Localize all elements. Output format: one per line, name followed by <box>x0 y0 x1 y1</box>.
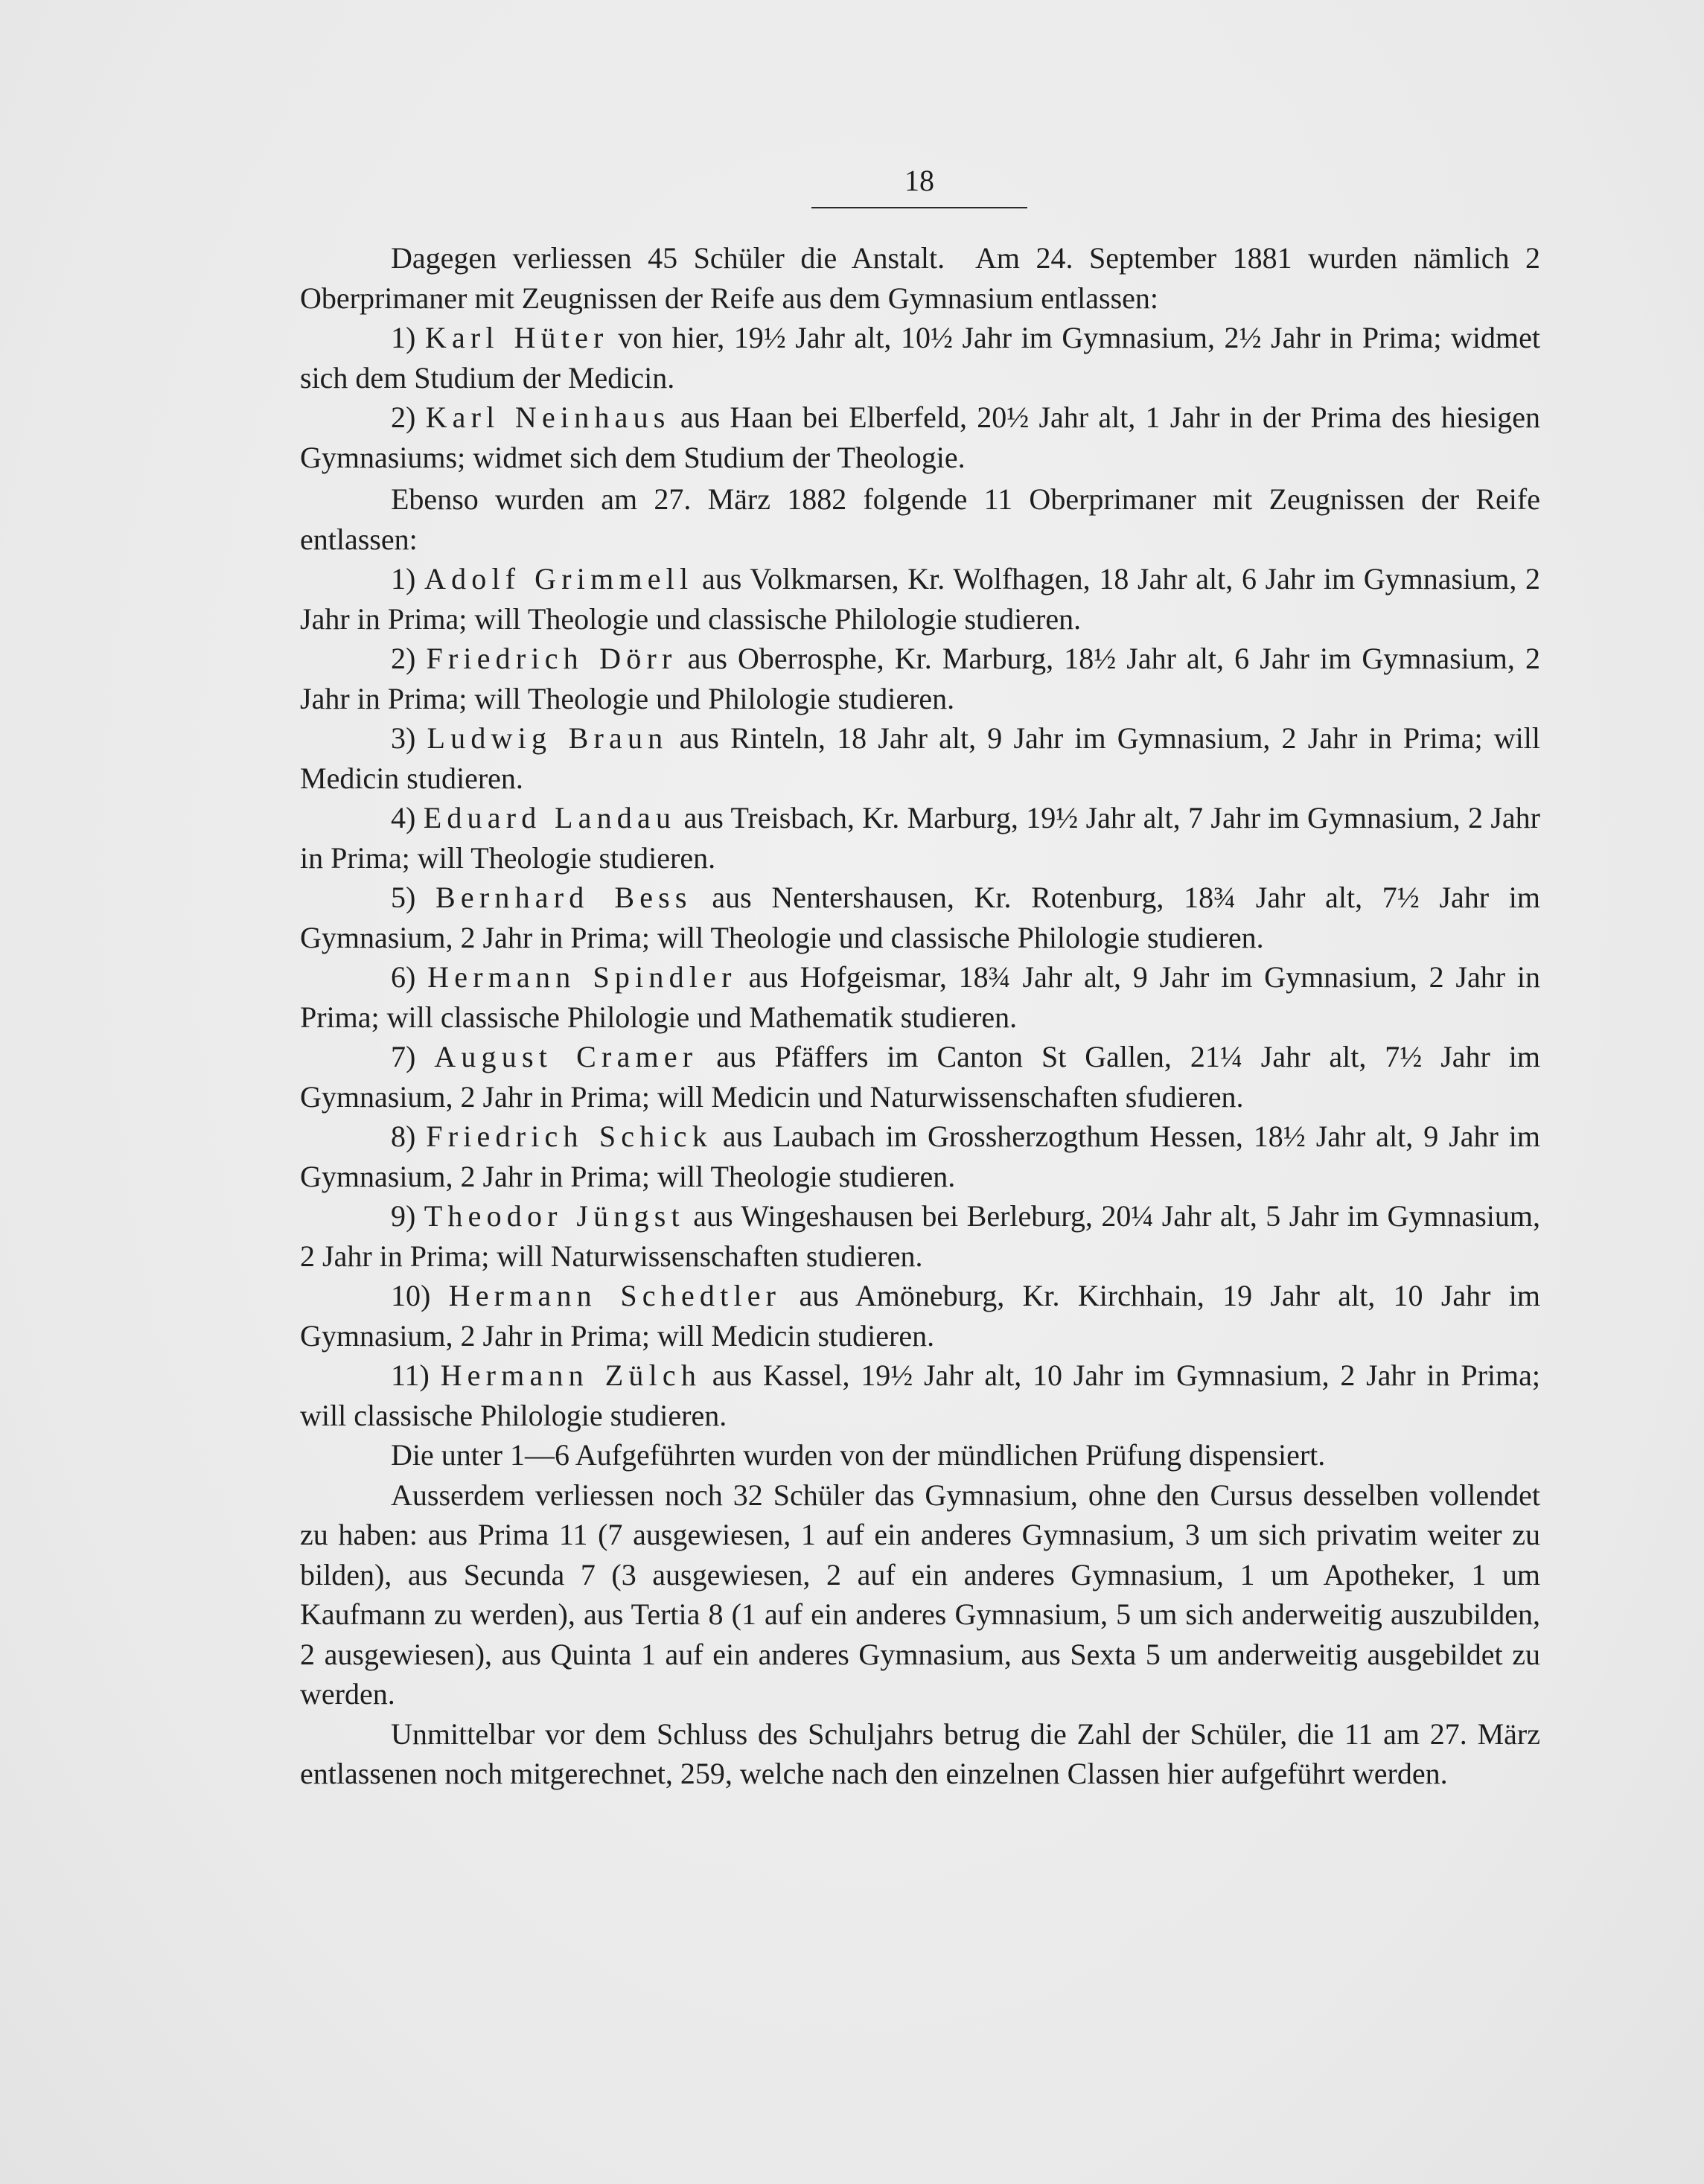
graduate-name: Karl Neinhaus <box>425 400 671 434</box>
departures-paragraph: Ausserdem verliessen noch 32 Schüler das Gymnasium, ohne den Cursus desselben vollendet zu haben: aus Prima 11 (7 ausgewiesen, 1 auf ein anderes Gymnasium, 3 um sich privatim weiter zu bilden), aus Secunda 7 (3 ausgewiesen, 2 auf ein anderes Gymnasium, 1 um Apotheker, 1 um Kaufmann zu werden), aus Tertia 8 (1 auf ein anderes Gymnasium, 5 um sich anderweitig auszubilden, 2 ausgewiesen), aus Quinta 1 auf ein anderes Gymnasium, aus Sexta 5 um anderweitig ausgebildet zu werden. <box>300 1478 1540 1711</box>
entry-number: 6) <box>391 960 416 994</box>
graduate-entry <box>300 878 1540 957</box>
graduate-details: aus Amöneburg, Kr. Kirchhain, 19 Jahr alt, 10 Jahr im Gymnasium, 2 Jahr in Prima; will Medicin studieren. <box>300 1279 1540 1353</box>
graduate-details: aus Oberrosphe, Kr. Marburg, 18½ Jahr alt, 6 Jahr im Gymnasium, 2 Jahr in Prima; will Theologie und Philologie studieren. <box>300 642 1540 715</box>
graduate-name: Hermann Spindler <box>427 960 737 994</box>
graduate-name: Hermann Zülch <box>440 1358 702 1392</box>
entry-number: 7) <box>391 1040 416 1073</box>
graduate-entry <box>300 318 1540 397</box>
graduate-entry <box>300 559 1540 639</box>
entry-number: 5) <box>391 881 416 914</box>
entry-number: 1) <box>391 321 416 354</box>
graduate-entry <box>300 1196 1540 1276</box>
graduate-details: aus Treisbach, Kr. Marburg, 19½ Jahr alt, 7 Jahr im Gymnasium, 2 Jahr in Prima; will Theologie studieren. <box>300 801 1540 875</box>
graduate-entry <box>300 397 1540 477</box>
graduate-name: Bernhard Bess <box>435 881 692 914</box>
graduate-details: aus Nentershausen, Kr. Rotenburg, 18¾ Jahr alt, 7½ Jahr im Gymnasium, 2 Jahr in Prima; will Theologie und classische Philologie studieren. <box>300 881 1540 954</box>
entry-number: 11) <box>391 1358 430 1392</box>
intro-paragraph <box>300 238 1540 318</box>
graduate-name: Friedrich Schick <box>426 1120 712 1153</box>
graduate-details: aus Haan bei Elberfeld, 20½ Jahr alt, 1 Jahr in der Prima des hiesigen Gymnasiums; widmet sich dem Studium der Theologie. <box>300 400 1541 474</box>
graduate-details: aus Rinteln, 18 Jahr alt, 9 Jahr im Gymnasium, 2 Jahr in Prima; will Medicin studieren. <box>300 721 1541 795</box>
closing-paragraph: Unmittelbar vor dem Schluss des Schuljahrs betrug die Zahl der Schüler, die 11 am 27. März entlassenen noch mitgerechnet, 259, welche nach den einzelnen Classen hier aufgeführt werden. <box>300 1717 1540 1790</box>
graduate-details: aus Volkmarsen, Kr. Wolfhagen, 18 Jahr alt, 6 Jahr im Gymnasium, 2 Jahr in Prima; will Theologie und classische Philologie studieren. <box>300 562 1541 636</box>
graduate-details: aus Hofgeismar, 18¾ Jahr alt, 9 Jahr im Gymnasium, 2 Jahr in Prima; will classische Philologie und Mathematik studieren. <box>300 960 1541 1034</box>
graduate-name: Friedrich Dörr <box>426 642 677 675</box>
page-header <box>811 164 1027 208</box>
graduate-entry <box>300 957 1540 1037</box>
entry-number: 10) <box>391 1279 431 1312</box>
entry-number: 2) <box>391 642 416 675</box>
graduate-details: aus Pfäffers im Canton St Gallen, 21¼ Jahr alt, 7½ Jahr im Gymnasium, 2 Jahr in Prima; will Medicin und Naturwissenschaften sfudieren. <box>300 1040 1540 1114</box>
graduate-details: aus Laubach im Grossherzogthum Hessen, 18½ Jahr alt, 9 Jahr im Gymnasium, 2 Jahr in Prima; will Theologie studieren. <box>300 1120 1540 1193</box>
entry-number: 2) <box>391 400 416 434</box>
graduate-details: aus Wingeshausen bei Berleburg, 20¼ Jahr alt, 5 Jahr im Gymnasium, 2 Jahr in Prima; will Naturwissenschaften studieren. <box>300 1199 1541 1273</box>
intro-rest: Am 24. September 1881 wurden nämlich 2 Oberprimaner mit Zeugnissen der Reife aus dem Gymnasium entlassen: <box>300 241 1541 315</box>
graduate-entry <box>300 1356 1540 1435</box>
march-intro: Ebenso wurden am 27. März 1882 folgende 11 Oberprimaner mit Zeugnissen der Reife entlassen: <box>300 482 1540 556</box>
header-rule <box>811 207 1027 208</box>
graduate-entry <box>300 639 1540 718</box>
graduate-entry <box>300 718 1540 798</box>
graduate-entry <box>300 1037 1540 1117</box>
graduate-name: Theodor Jüngst <box>424 1199 685 1233</box>
intro-lead: Dagegen verliessen 45 Schüler die Anstalt. <box>391 241 945 275</box>
entry-number: 3) <box>391 721 416 755</box>
graduate-details: von hier, 19½ Jahr alt, 10½ Jahr im Gymnasium, 2½ Jahr in Prima; widmet sich dem Studium der Medicin. <box>300 321 1540 395</box>
graduate-name: August Cramer <box>434 1040 698 1073</box>
entry-number: 1) <box>391 562 416 596</box>
page-number: 18 <box>904 164 934 197</box>
entry-number: 4) <box>391 801 416 834</box>
entry-number: 9) <box>391 1199 416 1233</box>
graduate-entry <box>300 798 1540 878</box>
body-text <box>300 238 1540 1794</box>
dispensation-note: Die unter 1—6 Aufgeführten wurden von der mündlichen Prüfung dispensiert. <box>391 1438 1326 1472</box>
graduate-entry <box>300 1276 1540 1356</box>
graduate-name: Karl Hüter <box>424 321 609 354</box>
graduate-name: Hermann Schedtler <box>448 1279 782 1312</box>
graduate-entry <box>300 1117 1540 1196</box>
graduate-name: Ludwig Braun <box>427 721 668 755</box>
graduate-name: Eduard Landau <box>423 801 677 834</box>
graduate-details: aus Kassel, 19½ Jahr alt, 10 Jahr im Gymnasium, 2 Jahr in Prima; will classische Philologie studieren. <box>300 1358 1540 1432</box>
graduate-name: Adolf Grimmell <box>424 562 694 596</box>
entry-number: 8) <box>391 1120 416 1153</box>
